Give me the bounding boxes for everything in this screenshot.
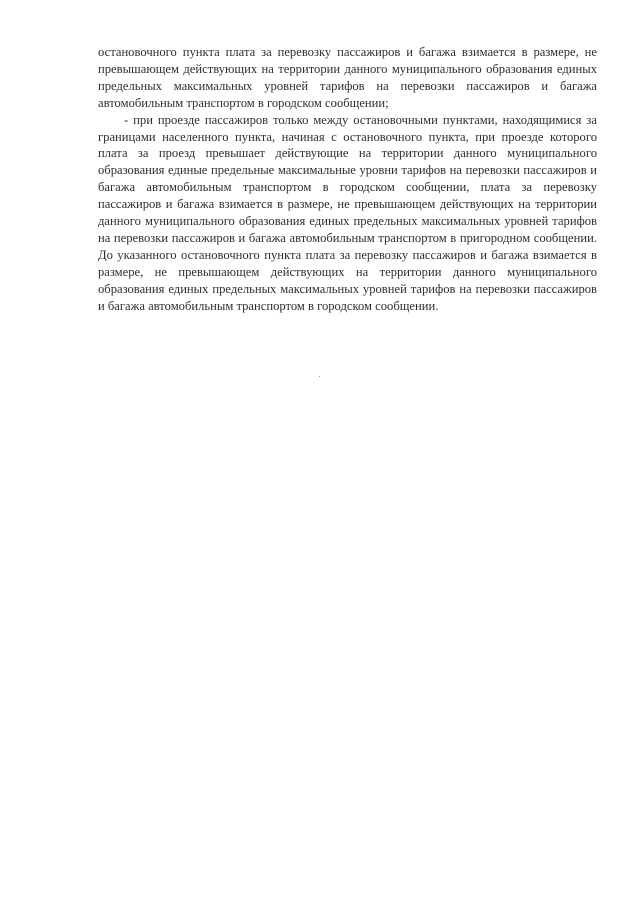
scan-speck bbox=[319, 376, 320, 377]
paragraph-suburban-fare-rule: - при проезде пассажиров только между остановочными пунктами, находящимися за границами населенного пункта, начиная с остановочного пункта, при проезде которого плата за проезд превышает действующие на территории данного муниципального образования единые предельные максимальные уровни тарифов на перевозки пассажиров и багажа автомобильным транспортом в городском сообщении, плата за перевозку пассажиров и багажа взимается в размере, не превышающем действующих на территории данного муниципального образования единых предельных максимальных уровней тарифов на перевозки пассажиров и багажа автомобильным транспортом в пригородном сообщении. До указанного остановочного пункта плата за перевозку пассажиров и багажа взимается в размере, не превышающем действующих на территории данного муниципального образования единых предельных максимальных уровней тарифов на перевозки пассажиров и багажа автомобильным транспортом в городском сообщении. bbox=[98, 112, 597, 313]
document-body bbox=[98, 44, 597, 315]
paragraph-continuation: остановочного пункта плата за перевозку пассажиров и багажа взимается в размере, не превышающем действующих на территории данного муниципального образования единых предельных максимальных уровней тарифов на перевозки пассажиров и багажа автомобильным транспортом в городском сообщении; bbox=[98, 45, 597, 110]
